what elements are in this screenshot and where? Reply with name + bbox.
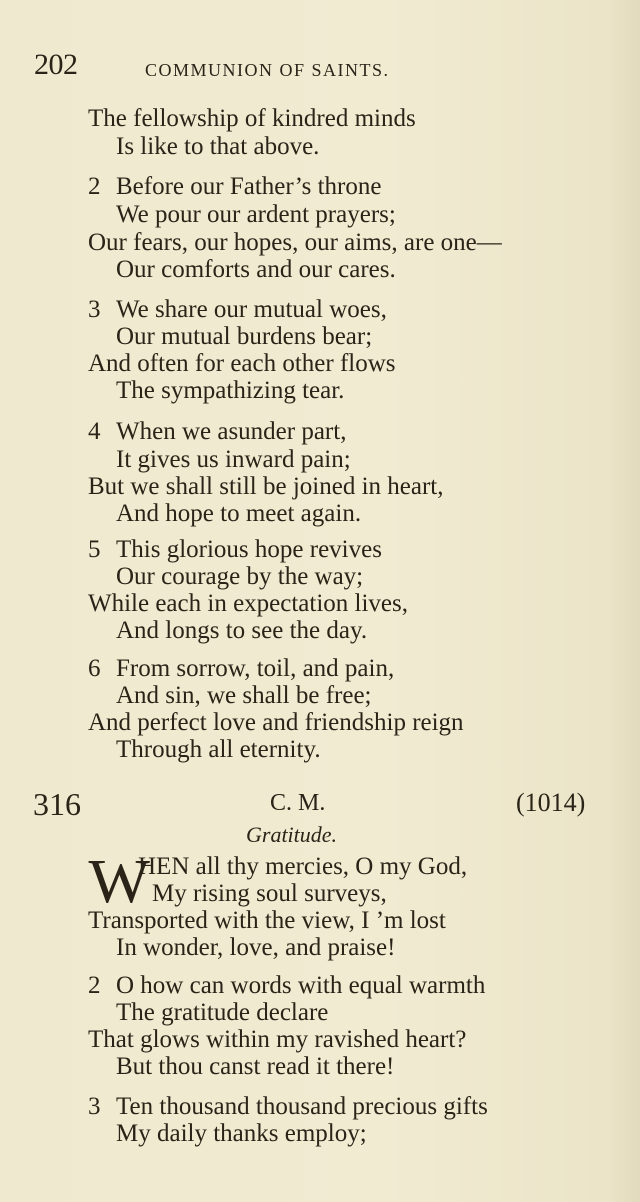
verse-line: We pour our ardent prayers; [116, 201, 396, 228]
running-head: COMMUNION OF SAINTS. [145, 60, 390, 80]
verse-line: But thou canst read it there! [116, 1053, 395, 1080]
verse-line: And hope to meet again. [116, 500, 362, 527]
verse-line: HEN all thy mercies, O my God, [138, 853, 468, 880]
verse-line: 4 When we asunder part, [88, 418, 347, 445]
stanza-number: 5 [88, 536, 101, 563]
verse-line: Our fears, our hopes, our aims, are one— [88, 229, 502, 256]
hymn-number: 316 [33, 786, 81, 822]
verse-line: That glows within my ravished heart? [88, 1026, 467, 1053]
verse-line: Our courage by the way; [116, 563, 364, 590]
stanza-number: 3 [88, 296, 101, 323]
verse-line: The gratitude declare [116, 999, 329, 1026]
verse-line: The fellowship of kindred minds [88, 105, 416, 132]
verse-line: My daily thanks employ; [116, 1120, 367, 1147]
stanza-number: 4 [88, 418, 101, 445]
verse-line: And longs to see the day. [116, 617, 368, 644]
hymn-meter: C. M. [270, 790, 326, 816]
verse-line: My rising soul surveys, [152, 880, 387, 907]
verse-line: 2 Before our Father’s throne [88, 173, 382, 200]
verse-line: 5 This glorious hope revives [88, 536, 382, 563]
drop-cap: W [88, 848, 150, 916]
verse-line: In wonder, love, and praise! [116, 934, 396, 961]
stanza-number: 2 [88, 972, 101, 999]
hymn-title: Gratitude. [246, 822, 338, 847]
verse-line: 2 O how can words with equal warmth [88, 972, 486, 999]
stanza-number: 3 [88, 1093, 101, 1120]
verse-line: Transported with the view, I ’m lost [88, 907, 446, 934]
verse-line: While each in expectation lives, [88, 590, 409, 617]
verse-line: Our comforts and our cares. [116, 256, 396, 283]
stanza-number: 6 [88, 655, 101, 682]
verse-line: 3 Ten thousand thousand precious gifts [88, 1093, 488, 1120]
verse-line: It gives us inward pain; [116, 446, 351, 473]
hymn-reference: (1014) [516, 788, 586, 817]
stanza-number: 2 [88, 173, 101, 200]
verse-line: Through all eternity. [116, 736, 321, 763]
verse-line: 3 We share our mutual woes, [88, 296, 387, 323]
verse-line: Our mutual burdens bear; [116, 323, 373, 350]
verse-line: Is like to that above. [116, 133, 320, 160]
verse-line: But we shall still be joined in heart, [88, 473, 444, 500]
page-number: 202 [34, 48, 78, 81]
verse-line: 6 From sorrow, toil, and pain, [88, 655, 395, 682]
verse-line: And sin, we shall be free; [116, 682, 372, 709]
verse-line: And often for each other flows [88, 350, 396, 377]
verse-line: The sympathizing tear. [116, 377, 345, 404]
page-header [34, 48, 594, 88]
verse-line: And perfect love and friendship reign [88, 709, 464, 736]
